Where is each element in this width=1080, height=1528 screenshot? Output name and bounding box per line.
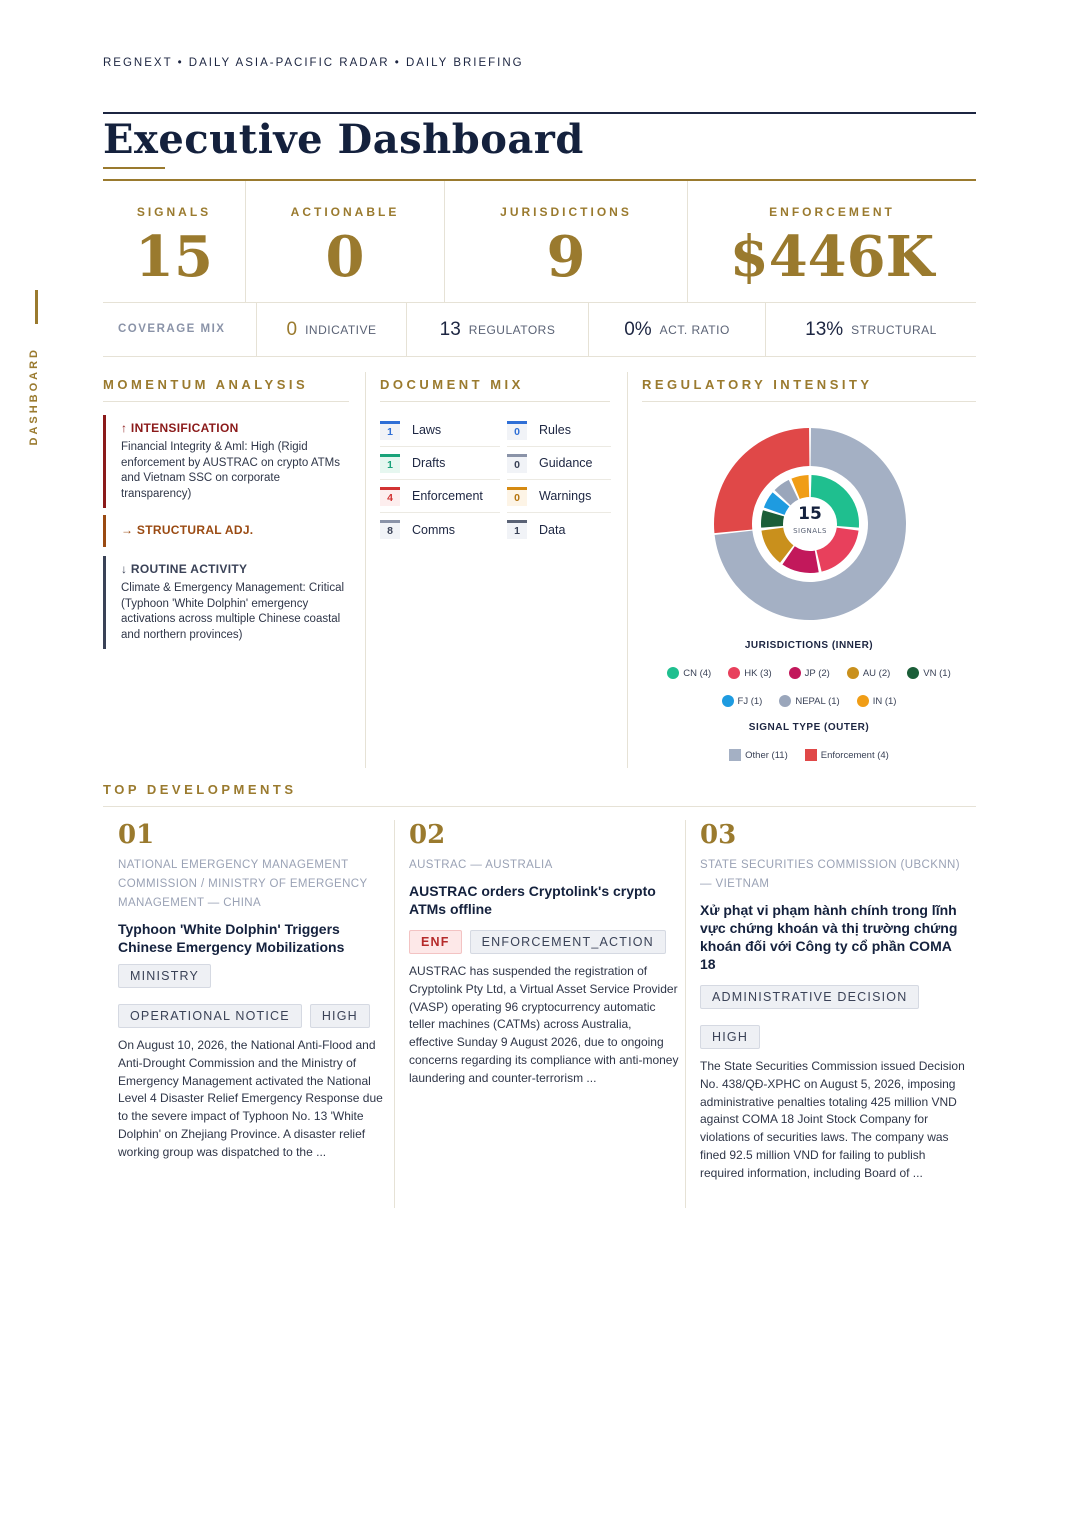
legend-item-au — [847, 667, 890, 679]
side-accent-bar — [35, 290, 38, 324]
doc-count-badge: 1 — [507, 520, 527, 539]
doc-type-name: Laws — [412, 423, 442, 437]
doc-type-name: Rules — [539, 423, 571, 437]
legend-label: IN (1) — [872, 695, 897, 707]
legend-label: Enforcement (4) — [820, 749, 889, 761]
coverage-value: 13% — [805, 318, 844, 340]
legend-label: HK (3) — [744, 667, 772, 679]
tag-chip: MINISTRY — [118, 964, 211, 988]
coverage-act-ratio — [589, 303, 766, 356]
momentum-body: Financial Integrity & Aml: High (Rigid enforcement by AUSTRAC on crypto ATMs and Vietnam SSC on corporate transparency) — [121, 441, 341, 500]
doc-type-warnings — [507, 480, 611, 513]
doc-count-badge: 1 — [380, 421, 400, 440]
card-title: Typhoon 'White Dolphin' Triggers Chinese Emergency Mobilizations — [118, 921, 345, 955]
inner-legend-title: JURISDICTIONS (INNER) — [744, 640, 874, 651]
development-card-3 — [700, 820, 970, 1183]
doc-count-badge: 0 — [507, 421, 527, 440]
regulatory-intensity-rule — [642, 401, 976, 402]
tag-chip: HIGH — [700, 1025, 760, 1049]
momentum-routine-activity — [103, 556, 353, 649]
momentum-title: ↓ ROUTINE ACTIVITY — [121, 562, 248, 576]
legend-swatch — [667, 667, 679, 679]
legend-swatch — [722, 695, 734, 707]
kpi-label: SIGNALS — [136, 205, 212, 219]
development-card-2 — [409, 820, 679, 1088]
regulatory-intensity-donut-chart — [700, 414, 920, 634]
page-title: Executive Dashboard — [103, 116, 584, 163]
legend-label: CN (4) — [683, 667, 712, 679]
legend-item-vn — [907, 667, 950, 679]
legend-item-enforcement — [805, 749, 889, 761]
header-rule — [103, 112, 976, 114]
card-tags — [409, 930, 679, 954]
kpi-actionable — [246, 181, 445, 302]
top-developments-heading: TOP DEVELOPMENTS — [103, 782, 297, 797]
doc-type-name: Data — [539, 522, 566, 537]
legend-item-in — [857, 695, 897, 707]
legend-swatch — [857, 695, 869, 707]
kpi-value: $446K — [729, 224, 935, 290]
donut-center-label: SIGNALS — [793, 527, 827, 535]
card-body: The State Securities Commission issued Decision No. 438/QĐ-XPHC on August 5, 2026, imposing administrative penalties totaling 425 million VND against COMA 18 Joint Stock Company for violations of securities laws. The company was fined 92.5 million VND for failing to publish required information, including Board of ... — [700, 1059, 965, 1180]
momentum-body: Climate & Emergency Management: Critical (Typhoon 'White Dolphin' emergency activations across multiple Chinese coastal and northern provinces) — [121, 582, 345, 641]
doc-type-guidance — [507, 447, 611, 480]
card-source: AUSTRAC — AUSTRALIA — [409, 859, 553, 871]
card-source: STATE SECURITIES COMMISSION (UBCKNN) — VIETNAM — [700, 859, 960, 890]
outer-legend-row — [642, 749, 976, 761]
doc-type-name: Drafts — [412, 456, 446, 470]
momentum-title: → STRUCTURAL ADJ. — [121, 523, 254, 537]
side-section-label: DASHBOARD — [28, 347, 40, 446]
card-title: Xử phạt vi phạm hành chính trong lĩnh vực chứng khoán và thị trường chứng khoán đối với Công ty cổ phần COMA 18 — [700, 902, 958, 972]
coverage-structural — [766, 303, 976, 356]
legend-swatch — [847, 667, 859, 679]
coverage-value: 0 — [286, 318, 298, 340]
document-mix-rule — [380, 401, 610, 402]
legend-swatch — [728, 667, 740, 679]
doc-count-badge: 4 — [380, 487, 400, 506]
legend-swatch — [907, 667, 919, 679]
coverage-indicative — [257, 303, 407, 356]
coverage-label: INDICATIVE — [305, 322, 377, 337]
card-number: 02 — [409, 820, 446, 850]
outer-ring — [714, 428, 906, 620]
kpi-value: 9 — [546, 224, 586, 290]
momentum-rule — [103, 401, 349, 402]
kpi-value: 0 — [325, 224, 365, 290]
tag-chip: ENFORCEMENT_ACTION — [470, 930, 666, 954]
coverage-value: 13 — [439, 318, 461, 340]
legend-label: JP (2) — [804, 667, 830, 679]
document-mix-heading: DOCUMENT MIX — [380, 377, 524, 392]
doc-type-laws — [380, 414, 500, 447]
momentum-heading: MOMENTUM ANALYSIS — [103, 377, 309, 392]
card-divider — [685, 820, 686, 1208]
doc-count-badge: 0 — [507, 487, 527, 506]
kpi-signals — [103, 181, 246, 302]
doc-type-rules — [507, 414, 611, 447]
outer-legend — [642, 749, 976, 761]
legend-label: AU (2) — [862, 667, 891, 679]
card-body: AUSTRAC has suspended the registration of Cryptolink Pty Ltd, a Virtual Asset Service Provider (VASP) operating 96 cryptocurrency automatic teller machines (CATMs) across Australia, effective Sunday 9 August 2026, due to ongoing concerns regarding its compliance with anti-money laundering and counter-terrorism ... — [409, 964, 679, 1085]
doc-type-name: Enforcement — [412, 489, 483, 503]
coverage-label: STRUCTURAL — [851, 322, 937, 337]
coverage-regulators — [407, 303, 589, 356]
doc-type-name: Comms — [412, 522, 456, 537]
kpi-label: ENFORCEMENT — [769, 205, 895, 219]
momentum-intensification — [103, 415, 353, 508]
legend-swatch — [779, 695, 791, 707]
regulatory-intensity-heading: REGULATORY INTENSITY — [642, 377, 873, 392]
doc-type-enforcement — [380, 480, 500, 513]
legend-label: VN (1) — [923, 667, 951, 679]
doc-type-name: Warnings — [539, 489, 592, 503]
kpi-value: 15 — [135, 224, 213, 290]
document-mix-right-column — [507, 414, 611, 546]
donut-center-value: 15 — [798, 504, 822, 524]
report-topline: REGNEXT • DAILY ASIA-PACIFIC RADAR • DAILY BRIEFING — [103, 57, 524, 69]
doc-type-data — [507, 513, 611, 546]
tag-chip: ADMINISTRATIVE DECISION — [700, 985, 919, 1009]
doc-count-badge: 1 — [380, 454, 400, 473]
card-number: 03 — [700, 820, 737, 850]
legend-item-cn — [667, 667, 711, 679]
legend-swatch — [789, 667, 801, 679]
legend-item-hk — [728, 667, 771, 679]
card-divider — [394, 820, 395, 1208]
kpi-enforcement — [688, 181, 976, 302]
legend-label: NEPAL (1) — [795, 695, 840, 707]
doc-type-comms — [380, 513, 500, 546]
doc-count-badge: 0 — [507, 454, 527, 473]
coverage-label: REGULATORS — [468, 322, 556, 337]
card-tags — [700, 985, 970, 1049]
column-divider — [365, 372, 366, 768]
column-divider — [627, 372, 628, 768]
legend-label: Other (11) — [745, 749, 788, 761]
legend-swatch — [729, 749, 741, 761]
doc-type-name: Guidance — [539, 456, 593, 470]
outer-legend-title: SIGNAL TYPE (OUTER) — [748, 722, 870, 733]
coverage-mix-label: COVERAGE MIX — [103, 303, 257, 356]
coverage-mix-row — [103, 303, 976, 357]
kpi-row — [103, 181, 976, 303]
momentum-title: ↑ INTENSIFICATION — [121, 421, 239, 435]
momentum-structural-adj — [103, 515, 353, 547]
card-title: AUSTRAC orders Cryptolink's crypto ATMs offline — [409, 883, 656, 917]
card-body: On August 10, 2026, the National Anti-Flood and Anti-Drought Commission and the Ministry of Emergency Management activated the National Level 4 Disaster Relief Emergency Response due to the severe impact of Typhoon No. 13 'White Dolphin' on Zhejiang Province. A disaster relief working group was dispatched to the ... — [118, 1038, 383, 1159]
kpi-jurisdictions — [445, 181, 688, 302]
doc-count-badge: 8 — [380, 520, 400, 539]
kpi-label: JURISDICTIONS — [500, 205, 632, 219]
card-tags — [118, 964, 388, 1028]
kpi-label: ACTIONABLE — [290, 205, 400, 219]
development-card-1 — [118, 820, 388, 1162]
coverage-label: ACT. RATIO — [659, 322, 730, 337]
inner-legend-row-1 — [642, 667, 976, 679]
legend-item-nepal — [779, 695, 839, 707]
legend-item-fj — [722, 695, 763, 707]
legend-item-other — [729, 749, 788, 761]
tag-chip: OPERATIONAL NOTICE — [118, 1004, 302, 1028]
coverage-value: 0% — [624, 318, 652, 340]
inner-legend-row-2 — [642, 695, 976, 707]
tag-chip: HIGH — [310, 1004, 370, 1028]
legend-item-jp — [789, 667, 830, 679]
doc-type-drafts — [380, 447, 500, 480]
tag-chip-enf: ENF — [409, 930, 462, 954]
legend-swatch — [805, 749, 817, 761]
card-source: NATIONAL EMERGENCY MANAGEMENT COMMISSION / MINISTRY OF EMERGENCY MANAGEMENT — CHINA — [118, 859, 368, 909]
inner-ring — [761, 475, 859, 573]
card-number: 01 — [118, 820, 155, 850]
legend-label: FJ (1) — [737, 695, 763, 707]
title-accent-rule — [103, 167, 165, 169]
document-mix-left-column — [380, 414, 500, 546]
top-developments-rule — [103, 806, 976, 807]
inner-legend — [642, 667, 976, 707]
